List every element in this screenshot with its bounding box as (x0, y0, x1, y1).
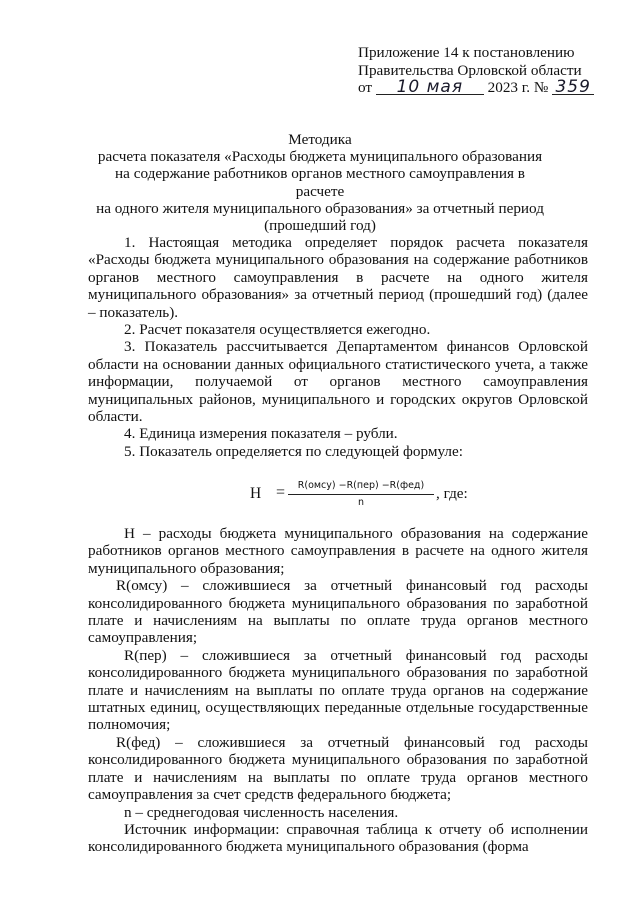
document-title (90, 131, 550, 234)
fraction-bar (288, 494, 434, 495)
title-line-1: Методика (288, 131, 352, 148)
information-source: Источник информации: справочная таблица к отчету об исполнении консолидированного бюджета муниципального образования (форма (88, 820, 588, 856)
paragraph-4: 4. Единица измерения показателя – рубли. (124, 425, 398, 443)
title-line-3: на содержание работников органов местного самоуправления в расчете (115, 165, 525, 200)
definition-r-fed: R(фед) – сложившиеся за отчетный финансовый год расходы консолидированного бюджета муниципального образования по заработной плате и начислениям на выплаты по оплате труда органов местного самоуправления за счет средств федерального бюджета; (88, 733, 588, 804)
formula-lhs: Н (250, 485, 262, 502)
document-body (88, 234, 588, 460)
definition-r-omsu: R(омсу) – сложившиеся за отчетный финансовый год расходы консолидированного бюджета муниципального образования по заработной плате и начислениям на выплаты по оплате труда органов местного самоуправления; (88, 577, 588, 647)
paragraph-1: 1. Настоящая методика определяет порядок расчета показателя «Расходы бюджета муниципального образования на содержание работников органов местного самоуправления в расчете на одного жителя муниципального образования» за отчетный период (прошедший год) (далее – показатель). (88, 234, 588, 321)
paragraph-3: 3. Показатель рассчитывается Департаментом финансов Орловской области на основании данных официального статистического учета, а также информации, получаемой от органов местного самоуправления муниципальных районов, муниципального и городских округов Орловской области. (88, 338, 588, 426)
formula (0, 480, 637, 520)
appendix-line-1: Приложение 14 к постановлению (358, 44, 575, 61)
definition-h: Н – расходы бюджета муниципального образования на содержание работников органов местного самоуправления в расчете на одного жителя муниципального образования; (88, 525, 588, 577)
definitions (88, 525, 588, 856)
appendix-line-2: Правительства Орловской области (358, 61, 582, 79)
appendix-date-line (358, 79, 598, 97)
handwritten-date: 10 мая (376, 80, 484, 95)
title-line-4: на одного жителя муниципального образования» за отчетный период (96, 199, 544, 217)
handwritten-number: 359 (552, 80, 594, 95)
definition-r-per: R(пер) – сложившиеся за отчетный финансовый год расходы консолидированного бюджета муниципального образования по заработной плате и начислениям на выплаты по оплате труда органов на содержание штатных единиц, осуществляющих переданные отдельные государственные полномочия; (88, 646, 588, 734)
formula-equals: = (276, 484, 286, 501)
paragraph-2: 2. Расчет показателя осуществляется ежегодно. (124, 321, 431, 339)
formula-numerator: R(омсу) −R(пер) −R(фед) (297, 480, 425, 491)
appendix-year-number: 2023 г. № (487, 79, 549, 97)
title-line-2: расчета показателя «Расходы бюджета муниципального образования (97, 148, 543, 166)
paragraph-5: 5. Показатель определяется по следующей формуле: (124, 442, 463, 460)
title-line-5: (прошедший год) (264, 217, 376, 235)
formula-suffix: , где: (436, 485, 468, 502)
formula-denominator: n (357, 497, 365, 508)
definition-n: n – среднегодовая численность населения. (124, 803, 399, 821)
appendix-from: от (358, 79, 373, 97)
appendix-header (358, 44, 598, 97)
